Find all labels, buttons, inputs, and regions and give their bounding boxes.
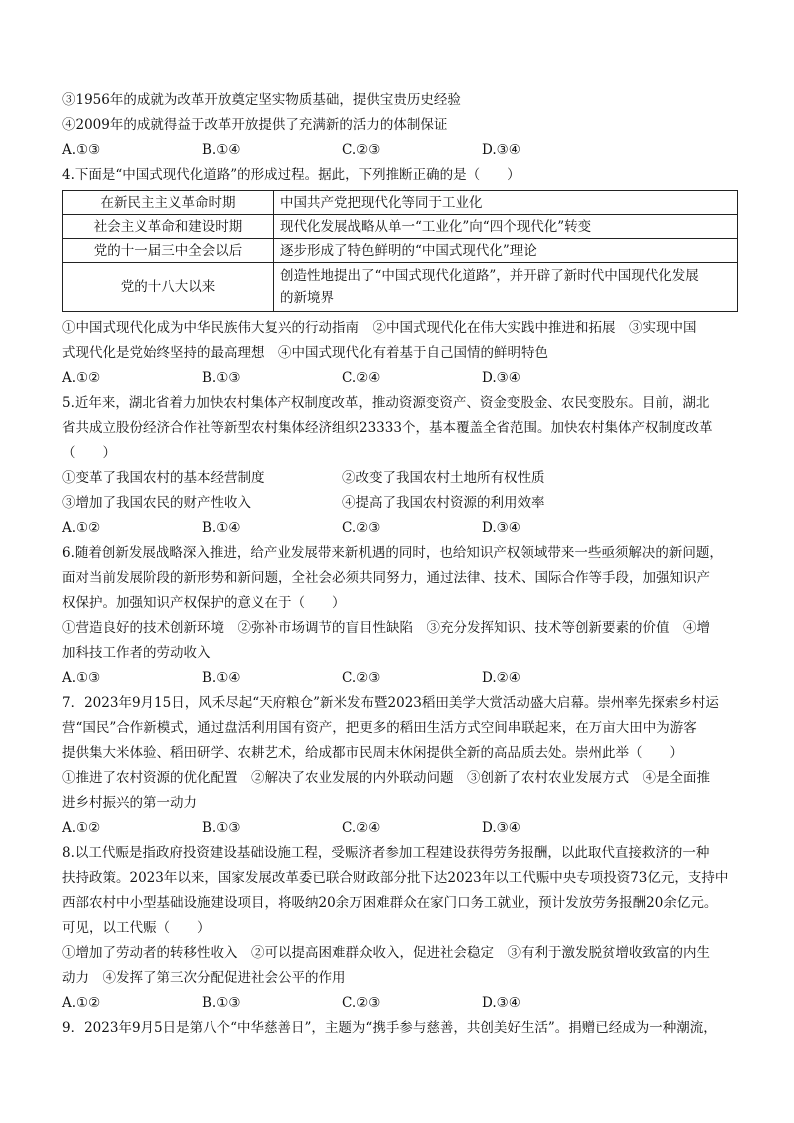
- exam-page: [62, 88, 738, 1041]
- option-a: A.①③: [62, 142, 101, 158]
- table-cell-content: [274, 263, 738, 312]
- table-row: [63, 215, 738, 239]
- option-a: A.①②: [62, 370, 101, 386]
- q4-stem: 4.下面是“中国式现代化道路”的形成过程。据此，下列推断正确的是（ ）: [62, 167, 521, 183]
- q5-options: [62, 516, 738, 541]
- option-b: B.①③: [202, 370, 241, 386]
- option-c: C.②③: [342, 670, 381, 686]
- q5-statement-2: ②改变了我国农村土地所有权性质: [342, 470, 545, 486]
- option-d: D.③④: [482, 142, 521, 158]
- table-row: [63, 191, 738, 215]
- q4-options: [62, 366, 738, 391]
- option-a: A.①③: [62, 670, 101, 686]
- q5-statements-row-1: [62, 466, 738, 491]
- option-c: C.②③: [342, 995, 381, 1011]
- q6-statements-line-2: 加科技工作者的劳动收入: [62, 645, 211, 661]
- option-a: A.①②: [62, 820, 101, 836]
- q6-options: [62, 666, 738, 691]
- option-b: B.①③: [202, 995, 241, 1011]
- option-b: B.①④: [202, 670, 241, 686]
- q3-options: [62, 138, 738, 163]
- q7-options: [62, 816, 738, 841]
- table-cell-period: 党的十一届三中全会以后: [63, 239, 274, 263]
- q8-stem-line-3: 西部农村中小型基础设施建设项目，将吸纳20余万困难群众在家门口务工就业，预计发放劳务报酬20余亿元。: [62, 895, 718, 911]
- q5-stem-line-1: 5.近年来，湖北省着力加快农村集体产权制度改革，推动资源变资产、资金变股金、农民变股东。目前，湖北: [62, 395, 710, 411]
- q6-stem-line-3: 权保护。加强知识产权保护的意义在于（ ）: [62, 595, 346, 611]
- table-cell-period: 党的十八大以来: [63, 263, 274, 312]
- table-cell-line: 创造性地提出了“中国式现代化道路”，并开辟了新时代中国现代化发展: [280, 268, 699, 284]
- option-d: D.②④: [482, 670, 521, 686]
- q5-stem-line-2: 省共成立股份经济合作社等新型农村集体经济组织23333个，基本覆盖全省范围。加快农村集体产权制度改革: [62, 420, 713, 436]
- option-b: B.①④: [202, 142, 241, 158]
- q5-statement-1: ①变革了我国农村的基本经营制度: [62, 470, 265, 486]
- table-cell-period: 在新民主主义革命时期: [63, 191, 274, 215]
- q7-stem-line-3: 提供集大米体验、稻田研学、农耕艺术，给成都市民周末休闲提供全新的高品质去处。崇州此举（ ）: [62, 745, 683, 761]
- option-a: A.①②: [62, 995, 101, 1011]
- q8-statements-line-2: 动力 ④发挥了第三次分配促进社会公平的作用: [62, 970, 346, 986]
- table-cell-content: 中国共产党把现代化等同于工业化: [274, 191, 738, 215]
- q8-statements-line-1: ①增加了劳动者的转移性收入 ②可以提高困难群众收入，促进社会稳定 ③有利于激发脱贫增收致富的内生: [62, 945, 710, 961]
- option-d: D.③④: [482, 995, 521, 1011]
- q7-statements-line-1: ①推进了农村资源的优化配置 ②解决了农业发展的内外联动问题 ③创新了农村农业发展方式 ④是全面推: [62, 770, 710, 786]
- q8-stem-line-1: 8.以工代赈是指政府投资建设基础设施工程，受赈济者参加工程建设获得劳务报酬，以此取代直接救济的一种: [62, 845, 710, 861]
- option-d: D.③④: [482, 820, 521, 836]
- q6-stem-line-2: 面对当前发展阶段的新形势和新问题，全社会必须共同努力，通过法律、技术、国际合作等手段，加强知识产: [62, 570, 710, 586]
- table-cell-period: 社会主义革命和建设时期: [63, 215, 274, 239]
- option-d: D.③④: [482, 520, 521, 536]
- q7-stem-line-1: 7．2023年9月15日，风禾尽起“天府粮仓”新米发布暨2023稻田美学大赏活动盛大启幕。崇州率先探索乡村运: [62, 695, 719, 711]
- q5-statement-3: ③增加了我国农民的财产性收入: [62, 495, 251, 511]
- table-row: [63, 239, 738, 263]
- q6-stem-line-1: 6.随着创新发展战略深入推进，给产业发展带来新机遇的同时，也给知识产权领域带来一些亟须解决的新问题，: [62, 545, 723, 561]
- q9-stem-line-1: 9．2023年9月5日是第八个“中华慈善日”，主题为“携手参与慈善，共创美好生活”。捐赠已经成为一种潮流，: [62, 1020, 717, 1036]
- option-c: C.②③: [342, 142, 381, 158]
- q4-statements-line-2: 式现代化是党始终坚持的最高理想 ④中国式现代化有着基于自己国情的鲜明特色: [62, 345, 548, 361]
- q3-statement-4: ④2009年的成就得益于改革开放提供了充满新的活力的体制保证: [62, 117, 448, 133]
- table-cell-line: 的新境界: [280, 290, 334, 306]
- q5-stem-line-3: （ ）: [62, 445, 116, 461]
- q3-statement-3: ③1956年的成就为改革开放奠定坚实物质基础，提供宝贵历史经验: [62, 92, 461, 108]
- q8-options: [62, 991, 738, 1016]
- q5-statements-row-2: [62, 491, 738, 516]
- option-d: D.③④: [482, 370, 521, 386]
- option-b: B.①③: [202, 820, 241, 836]
- q6-statements-line-1: ①营造良好的技术创新环境 ②弥补市场调节的盲目性缺陷 ③充分发挥知识、技术等创新要素的价值 ④增: [62, 620, 710, 636]
- option-c: C.②④: [342, 820, 381, 836]
- q5-statement-4: ④提高了我国农村资源的利用效率: [342, 495, 545, 511]
- q8-stem-line-2: 扶持政策。2023年以来，国家发展改革委已联合财政部分批下达2023年以工代赈中央专项投资73亿元，支持中: [62, 870, 729, 886]
- table-row: [63, 263, 738, 312]
- table-cell-content: 现代化发展战略从单一“工业化”向“四个现代化”转变: [274, 215, 738, 239]
- option-c: C.②④: [342, 370, 381, 386]
- table-cell-content: 逐步形成了特色鲜明的“中国式现代化”理论: [274, 239, 738, 263]
- q4-table: [62, 190, 738, 312]
- q4-statements-line-1: ①中国式现代化成为中华民族伟大复兴的行动指南 ②中国式现代化在伟大实践中推进和拓展 ③实现中国: [62, 320, 697, 336]
- option-b: B.①④: [202, 520, 241, 536]
- q8-stem-line-4: 可见，以工代赈（ ）: [62, 920, 211, 936]
- option-a: A.①②: [62, 520, 101, 536]
- q7-stem-line-2: 营“国民”合作新模式，通过盘活利用国有资产，把更多的稻田生活方式空间串联起来，在万亩大田中为游客: [62, 720, 697, 736]
- option-c: C.②③: [342, 520, 381, 536]
- q7-statements-line-2: 进乡村振兴的第一动力: [62, 795, 197, 811]
